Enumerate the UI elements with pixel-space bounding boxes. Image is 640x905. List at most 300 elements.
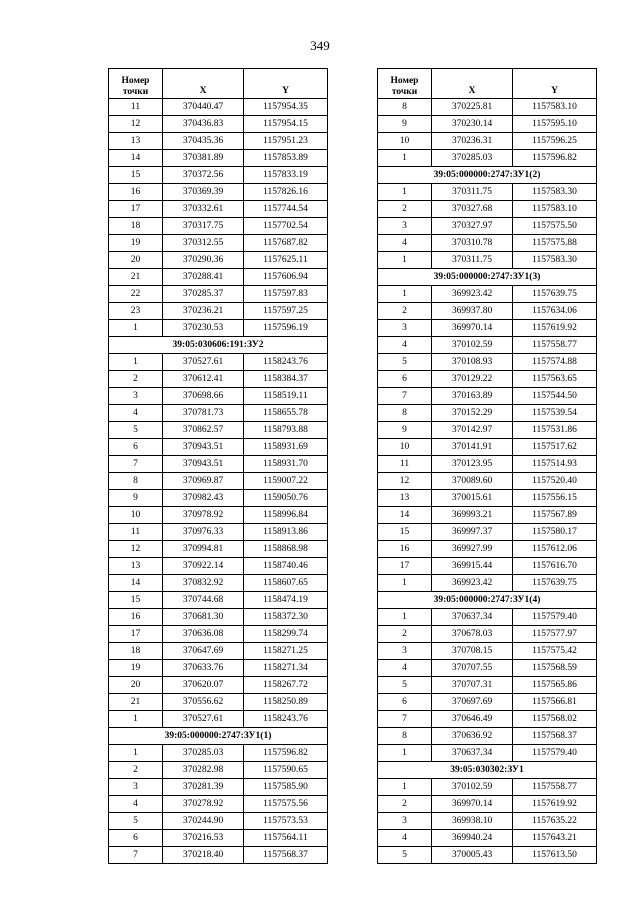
y-coordinate-cell: 1157539.54 xyxy=(513,405,597,422)
section-header-row xyxy=(378,167,597,184)
y-coordinate-cell: 1158474.19 xyxy=(244,592,328,609)
point-number-cell: 5 xyxy=(378,847,432,864)
table-row xyxy=(109,116,328,133)
point-number-cell: 2 xyxy=(378,303,432,320)
table-row xyxy=(378,507,597,524)
parcel-id: 39:05:030302:ЗУ1 xyxy=(378,762,597,779)
y-coordinate-cell: 1157613.50 xyxy=(513,847,597,864)
x-coordinate-cell: 370312.55 xyxy=(163,235,244,252)
y-coordinate-cell: 1157574.88 xyxy=(513,354,597,371)
x-coordinate-cell: 370332.61 xyxy=(163,201,244,218)
y-coordinate-cell: 1157612.06 xyxy=(513,541,597,558)
table-row xyxy=(109,626,328,643)
y-coordinate-cell: 1157583.30 xyxy=(513,252,597,269)
table-row xyxy=(378,235,597,252)
table-row xyxy=(378,813,597,830)
point-number-cell: 5 xyxy=(109,422,163,439)
point-number-cell: 19 xyxy=(109,235,163,252)
y-coordinate-cell: 1158250.89 xyxy=(244,694,328,711)
point-number-cell: 12 xyxy=(109,116,163,133)
x-coordinate-cell: 370556.62 xyxy=(163,694,244,711)
point-number-cell: 10 xyxy=(109,507,163,524)
y-coordinate-cell: 1158740.46 xyxy=(244,558,328,575)
point-number-cell: 17 xyxy=(378,558,432,575)
point-number-cell: 4 xyxy=(378,830,432,847)
x-coordinate-cell: 369923.42 xyxy=(432,286,513,303)
x-coordinate-cell: 370697.69 xyxy=(432,694,513,711)
x-coordinate-cell: 370163.89 xyxy=(432,388,513,405)
y-coordinate-cell: 1157954.35 xyxy=(244,99,328,116)
y-coordinate-cell: 1157568.37 xyxy=(513,728,597,745)
point-number-cell: 3 xyxy=(378,218,432,235)
table-row xyxy=(378,524,597,541)
header-point-number: Номер точки xyxy=(378,69,432,99)
table-row xyxy=(378,575,597,592)
point-number-cell: 2 xyxy=(109,371,163,388)
point-number-cell: 14 xyxy=(109,575,163,592)
table-row xyxy=(378,541,597,558)
y-coordinate-cell: 1157616.70 xyxy=(513,558,597,575)
table-row xyxy=(378,320,597,337)
point-number-cell: 5 xyxy=(378,354,432,371)
table-row xyxy=(109,184,328,201)
y-coordinate-cell: 1157579.40 xyxy=(513,745,597,762)
y-coordinate-cell: 1157531.86 xyxy=(513,422,597,439)
point-number-cell: 7 xyxy=(378,711,432,728)
table-row xyxy=(378,745,597,762)
table-row xyxy=(109,575,328,592)
point-number-cell: 15 xyxy=(109,592,163,609)
table-row xyxy=(378,405,597,422)
table-row xyxy=(109,405,328,422)
section-header-row xyxy=(378,592,597,609)
point-number-cell: 12 xyxy=(109,541,163,558)
table-body xyxy=(109,99,328,864)
point-number-cell: 9 xyxy=(378,116,432,133)
point-number-cell: 7 xyxy=(378,388,432,405)
table-row xyxy=(378,252,597,269)
table-row xyxy=(378,354,597,371)
table-header-row xyxy=(378,69,597,99)
y-coordinate-cell: 1157520.40 xyxy=(513,473,597,490)
table-row xyxy=(378,456,597,473)
y-coordinate-cell: 1157619.92 xyxy=(513,320,597,337)
y-coordinate-cell: 1159050.76 xyxy=(244,490,328,507)
x-coordinate-cell: 370943.51 xyxy=(163,439,244,456)
table-row xyxy=(378,677,597,694)
point-number-cell: 1 xyxy=(378,575,432,592)
x-coordinate-cell: 370230.14 xyxy=(432,116,513,133)
x-coordinate-cell: 370647.69 xyxy=(163,643,244,660)
point-number-cell: 8 xyxy=(109,473,163,490)
section-header-row xyxy=(109,728,328,745)
table-row xyxy=(378,184,597,201)
point-number-cell: 10 xyxy=(378,439,432,456)
y-coordinate-cell: 1157595.10 xyxy=(513,116,597,133)
y-coordinate-cell: 1157575.88 xyxy=(513,235,597,252)
x-coordinate-cell: 370102.59 xyxy=(432,337,513,354)
parcel-id: 39:05:000000:2747:ЗУ1(2) xyxy=(378,167,597,184)
y-coordinate-cell: 1158243.76 xyxy=(244,354,328,371)
x-coordinate-cell: 370637.34 xyxy=(432,609,513,626)
y-coordinate-cell: 1158519.11 xyxy=(244,388,328,405)
point-number-cell: 1 xyxy=(109,354,163,371)
table-row xyxy=(109,558,328,575)
point-number-cell: 1 xyxy=(109,320,163,337)
x-coordinate-cell: 370707.55 xyxy=(432,660,513,677)
header-point-number: Номер точки xyxy=(109,69,163,99)
x-coordinate-cell: 370244.90 xyxy=(163,813,244,830)
table-row xyxy=(378,711,597,728)
table-row xyxy=(109,490,328,507)
y-coordinate-cell: 1157744.54 xyxy=(244,201,328,218)
x-coordinate-cell: 370285.03 xyxy=(163,745,244,762)
y-coordinate-cell: 1157564.11 xyxy=(244,830,328,847)
table-row xyxy=(109,762,328,779)
point-number-cell: 3 xyxy=(378,643,432,660)
point-number-cell: 2 xyxy=(378,626,432,643)
point-number-cell: 9 xyxy=(378,422,432,439)
y-coordinate-cell: 1158384.37 xyxy=(244,371,328,388)
section-header-row xyxy=(378,762,597,779)
table-row xyxy=(378,796,597,813)
point-number-cell: 6 xyxy=(378,694,432,711)
point-number-cell: 15 xyxy=(378,524,432,541)
x-coordinate-cell: 370311.75 xyxy=(432,184,513,201)
y-coordinate-cell: 1157568.02 xyxy=(513,711,597,728)
y-coordinate-cell: 1158931.69 xyxy=(244,439,328,456)
point-number-cell: 1 xyxy=(378,252,432,269)
x-coordinate-cell: 370698.66 xyxy=(163,388,244,405)
y-coordinate-cell: 1158913.86 xyxy=(244,524,328,541)
point-number-cell: 3 xyxy=(109,388,163,405)
x-coordinate-cell: 370281.39 xyxy=(163,779,244,796)
point-number-cell: 5 xyxy=(109,813,163,830)
x-coordinate-cell: 370707.31 xyxy=(432,677,513,694)
table-row xyxy=(109,745,328,762)
table-row xyxy=(109,252,328,269)
x-coordinate-cell: 370435.36 xyxy=(163,133,244,150)
table-row xyxy=(109,507,328,524)
y-coordinate-cell: 1157558.77 xyxy=(513,779,597,796)
point-number-cell: 19 xyxy=(109,660,163,677)
point-number-cell: 16 xyxy=(109,184,163,201)
point-number-cell: 17 xyxy=(109,201,163,218)
x-coordinate-cell: 370108.93 xyxy=(432,354,513,371)
table-row xyxy=(378,133,597,150)
point-number-cell: 21 xyxy=(109,269,163,286)
x-coordinate-cell: 370278.92 xyxy=(163,796,244,813)
point-number-cell: 12 xyxy=(378,473,432,490)
table-row xyxy=(378,286,597,303)
point-number-cell: 1 xyxy=(378,150,432,167)
table-row xyxy=(378,779,597,796)
point-number-cell: 2 xyxy=(378,201,432,218)
point-number-cell: 4 xyxy=(378,660,432,677)
table-row xyxy=(109,422,328,439)
x-coordinate-cell: 370290.36 xyxy=(163,252,244,269)
y-coordinate-cell: 1157583.30 xyxy=(513,184,597,201)
point-number-cell: 1 xyxy=(109,745,163,762)
parcel-id: 39:05:000000:2747:ЗУ1(4) xyxy=(378,592,597,609)
x-coordinate-cell: 370230.53 xyxy=(163,320,244,337)
point-number-cell: 1 xyxy=(378,184,432,201)
x-coordinate-cell: 369937.80 xyxy=(432,303,513,320)
point-number-cell: 1 xyxy=(378,779,432,796)
point-number-cell: 7 xyxy=(109,847,163,864)
x-coordinate-cell: 370369.39 xyxy=(163,184,244,201)
table-row xyxy=(109,439,328,456)
x-coordinate-cell: 370832.92 xyxy=(163,575,244,592)
x-coordinate-cell: 370862.57 xyxy=(163,422,244,439)
point-number-cell: 1 xyxy=(378,609,432,626)
point-number-cell: 4 xyxy=(109,796,163,813)
table-row xyxy=(109,218,328,235)
coordinates-table-right xyxy=(377,68,597,864)
y-coordinate-cell: 1157643.21 xyxy=(513,830,597,847)
table-row xyxy=(109,99,328,116)
y-coordinate-cell: 1157951.23 xyxy=(244,133,328,150)
point-number-cell: 2 xyxy=(109,762,163,779)
x-coordinate-cell: 370637.34 xyxy=(432,745,513,762)
y-coordinate-cell: 1157639.75 xyxy=(513,286,597,303)
y-coordinate-cell: 1157580.17 xyxy=(513,524,597,541)
table-row xyxy=(109,269,328,286)
table-row xyxy=(109,150,328,167)
x-coordinate-cell: 370089.60 xyxy=(432,473,513,490)
table-row xyxy=(378,388,597,405)
y-coordinate-cell: 1158271.34 xyxy=(244,660,328,677)
y-coordinate-cell: 1158931.70 xyxy=(244,456,328,473)
y-coordinate-cell: 1157833.19 xyxy=(244,167,328,184)
y-coordinate-cell: 1158996.84 xyxy=(244,507,328,524)
x-coordinate-cell: 370381.89 xyxy=(163,150,244,167)
point-number-cell: 3 xyxy=(378,320,432,337)
table-row xyxy=(378,439,597,456)
y-coordinate-cell: 1157517.62 xyxy=(513,439,597,456)
x-coordinate-cell: 370141.91 xyxy=(432,439,513,456)
table-row xyxy=(109,813,328,830)
y-coordinate-cell: 1157625.11 xyxy=(244,252,328,269)
x-coordinate-cell: 370142.97 xyxy=(432,422,513,439)
x-coordinate-cell: 370708.15 xyxy=(432,643,513,660)
table-row xyxy=(109,201,328,218)
point-number-cell: 16 xyxy=(378,541,432,558)
table-row xyxy=(109,456,328,473)
point-number-cell: 23 xyxy=(109,303,163,320)
point-number-cell: 20 xyxy=(109,252,163,269)
y-coordinate-cell: 1157634.06 xyxy=(513,303,597,320)
table-row xyxy=(109,694,328,711)
point-number-cell: 8 xyxy=(378,405,432,422)
x-coordinate-cell: 370943.51 xyxy=(163,456,244,473)
x-coordinate-cell: 370636.92 xyxy=(432,728,513,745)
point-number-cell: 5 xyxy=(378,677,432,694)
y-coordinate-cell: 1157639.75 xyxy=(513,575,597,592)
header-x: X xyxy=(432,69,513,99)
y-coordinate-cell: 1157606.94 xyxy=(244,269,328,286)
point-number-cell: 6 xyxy=(109,830,163,847)
y-coordinate-cell: 1157556.15 xyxy=(513,490,597,507)
x-coordinate-cell: 370216.53 xyxy=(163,830,244,847)
header-x: X xyxy=(163,69,244,99)
table-row xyxy=(378,830,597,847)
table-row xyxy=(378,218,597,235)
y-coordinate-cell: 1157568.59 xyxy=(513,660,597,677)
point-number-cell: 8 xyxy=(378,728,432,745)
table-row xyxy=(378,337,597,354)
y-coordinate-cell: 1157597.25 xyxy=(244,303,328,320)
y-coordinate-cell: 1157954.15 xyxy=(244,116,328,133)
table-row xyxy=(109,847,328,864)
point-number-cell: 17 xyxy=(109,626,163,643)
point-number-cell: 4 xyxy=(378,235,432,252)
table-row xyxy=(378,694,597,711)
table-row xyxy=(378,626,597,643)
x-coordinate-cell: 369970.14 xyxy=(432,320,513,337)
point-number-cell: 15 xyxy=(109,167,163,184)
y-coordinate-cell: 1157566.81 xyxy=(513,694,597,711)
table-row xyxy=(378,558,597,575)
table-row xyxy=(109,235,328,252)
y-coordinate-cell: 1157702.54 xyxy=(244,218,328,235)
x-coordinate-cell: 370681.30 xyxy=(163,609,244,626)
point-number-cell: 1 xyxy=(109,711,163,728)
x-coordinate-cell: 370994.81 xyxy=(163,541,244,558)
y-coordinate-cell: 1157635.22 xyxy=(513,813,597,830)
x-coordinate-cell: 370781.73 xyxy=(163,405,244,422)
table-row xyxy=(109,643,328,660)
parcel-id: 39:05:000000:2747:ЗУ1(3) xyxy=(378,269,597,286)
table-row xyxy=(109,541,328,558)
table-row xyxy=(109,592,328,609)
point-number-cell: 9 xyxy=(109,490,163,507)
point-number-cell: 1 xyxy=(378,745,432,762)
point-number-cell: 14 xyxy=(378,507,432,524)
x-coordinate-cell: 370646.49 xyxy=(432,711,513,728)
x-coordinate-cell: 370282.98 xyxy=(163,762,244,779)
y-coordinate-cell: 1157596.19 xyxy=(244,320,328,337)
x-coordinate-cell: 370285.03 xyxy=(432,150,513,167)
x-coordinate-cell: 369927.99 xyxy=(432,541,513,558)
y-coordinate-cell: 1157853.89 xyxy=(244,150,328,167)
y-coordinate-cell: 1158793.88 xyxy=(244,422,328,439)
y-coordinate-cell: 1157575.50 xyxy=(513,218,597,235)
y-coordinate-cell: 1157826.16 xyxy=(244,184,328,201)
point-number-cell: 6 xyxy=(109,439,163,456)
point-number-cell: 3 xyxy=(109,779,163,796)
y-coordinate-cell: 1158868.98 xyxy=(244,541,328,558)
table-row xyxy=(109,388,328,405)
table-row xyxy=(378,847,597,864)
y-coordinate-cell: 1157596.25 xyxy=(513,133,597,150)
x-coordinate-cell: 370285.37 xyxy=(163,286,244,303)
y-coordinate-cell: 1157583.10 xyxy=(513,99,597,116)
x-coordinate-cell: 370102.59 xyxy=(432,779,513,796)
x-coordinate-cell: 370436.83 xyxy=(163,116,244,133)
y-coordinate-cell: 1157590.65 xyxy=(244,762,328,779)
table-row xyxy=(378,303,597,320)
x-coordinate-cell: 370310.78 xyxy=(432,235,513,252)
y-coordinate-cell: 1157575.42 xyxy=(513,643,597,660)
table-header-row xyxy=(109,69,328,99)
point-number-cell: 6 xyxy=(378,371,432,388)
y-coordinate-cell: 1157563.65 xyxy=(513,371,597,388)
x-coordinate-cell: 370633.76 xyxy=(163,660,244,677)
x-coordinate-cell: 370015.61 xyxy=(432,490,513,507)
point-number-cell: 18 xyxy=(109,643,163,660)
y-coordinate-cell: 1157573.53 xyxy=(244,813,328,830)
table-row xyxy=(109,371,328,388)
table-row xyxy=(109,660,328,677)
table-row xyxy=(378,473,597,490)
table-row xyxy=(378,116,597,133)
y-coordinate-cell: 1158271.25 xyxy=(244,643,328,660)
point-number-cell: 7 xyxy=(109,456,163,473)
point-number-cell: 3 xyxy=(378,813,432,830)
table-row xyxy=(109,830,328,847)
table-row xyxy=(109,779,328,796)
x-coordinate-cell: 370218.40 xyxy=(163,847,244,864)
table-row xyxy=(109,320,328,337)
x-coordinate-cell: 370978.92 xyxy=(163,507,244,524)
table-row xyxy=(109,167,328,184)
table-row xyxy=(109,473,328,490)
y-coordinate-cell: 1158299.74 xyxy=(244,626,328,643)
header-y: Y xyxy=(513,69,597,99)
y-coordinate-cell: 1157619.92 xyxy=(513,796,597,813)
y-coordinate-cell: 1157558.77 xyxy=(513,337,597,354)
x-coordinate-cell: 370123.95 xyxy=(432,456,513,473)
x-coordinate-cell: 369915.44 xyxy=(432,558,513,575)
x-coordinate-cell: 369940.24 xyxy=(432,830,513,847)
table-row xyxy=(378,660,597,677)
table-row xyxy=(109,133,328,150)
y-coordinate-cell: 1157579.40 xyxy=(513,609,597,626)
y-coordinate-cell: 1158372.30 xyxy=(244,609,328,626)
x-coordinate-cell: 370317.75 xyxy=(163,218,244,235)
y-coordinate-cell: 1157514.93 xyxy=(513,456,597,473)
x-coordinate-cell: 370976.33 xyxy=(163,524,244,541)
point-number-cell: 22 xyxy=(109,286,163,303)
x-coordinate-cell: 370005.43 xyxy=(432,847,513,864)
x-coordinate-cell: 370440.47 xyxy=(163,99,244,116)
table-row xyxy=(378,371,597,388)
point-number-cell: 13 xyxy=(378,490,432,507)
point-number-cell: 11 xyxy=(109,99,163,116)
x-coordinate-cell: 370612.41 xyxy=(163,371,244,388)
y-coordinate-cell: 1157596.82 xyxy=(513,150,597,167)
table-row xyxy=(109,524,328,541)
point-number-cell: 13 xyxy=(109,133,163,150)
point-number-cell: 13 xyxy=(109,558,163,575)
point-number-cell: 2 xyxy=(378,796,432,813)
x-coordinate-cell: 370236.31 xyxy=(432,133,513,150)
table-row xyxy=(378,150,597,167)
x-coordinate-cell: 370636.08 xyxy=(163,626,244,643)
y-coordinate-cell: 1157583.10 xyxy=(513,201,597,218)
point-number-cell: 8 xyxy=(378,99,432,116)
x-coordinate-cell: 370620.07 xyxy=(163,677,244,694)
point-number-cell: 1 xyxy=(378,286,432,303)
point-number-cell: 18 xyxy=(109,218,163,235)
header-y: Y xyxy=(244,69,328,99)
y-coordinate-cell: 1157687.82 xyxy=(244,235,328,252)
parcel-id: 39:05:030606:191:ЗУ2 xyxy=(109,337,328,354)
y-coordinate-cell: 1157596.82 xyxy=(244,745,328,762)
table-row xyxy=(378,422,597,439)
y-coordinate-cell: 1157585.90 xyxy=(244,779,328,796)
